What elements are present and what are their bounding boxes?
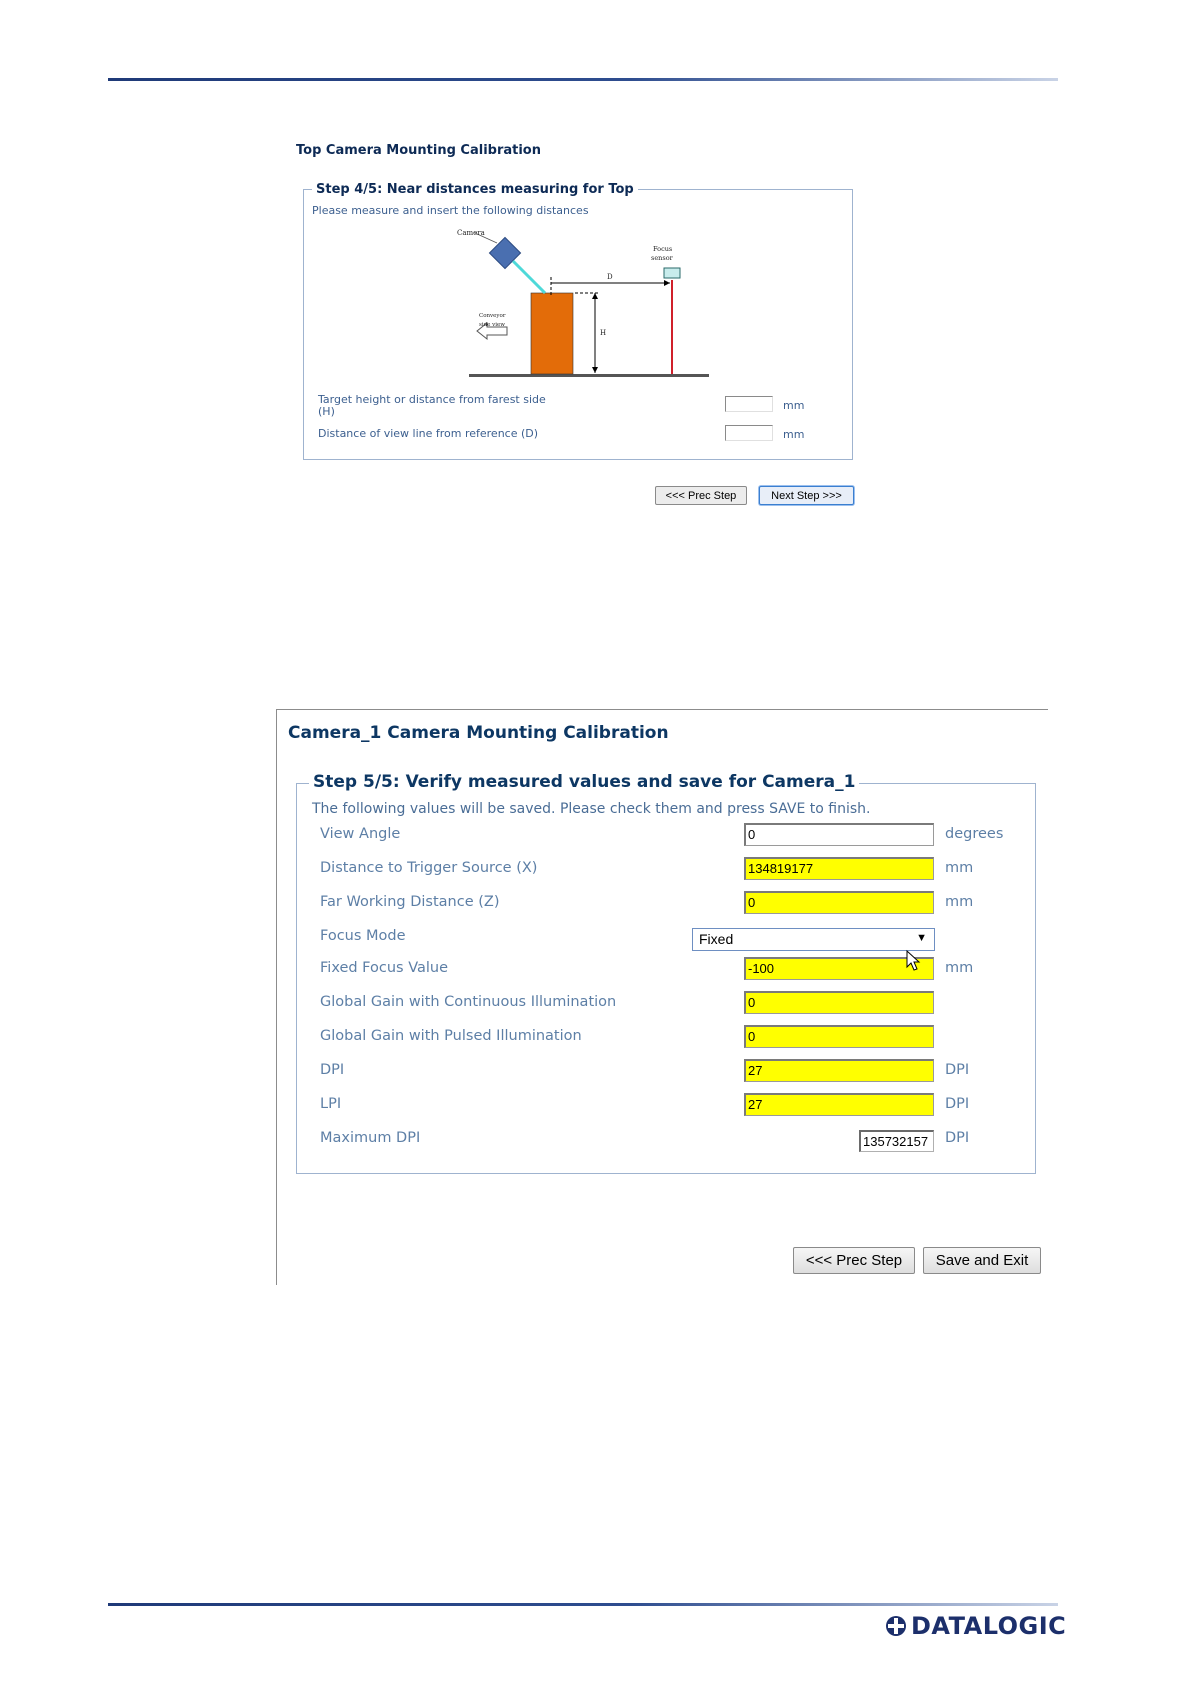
shot1-field-h-suffix: (H) (318, 405, 335, 418)
shot2-title: Camera_1 Camera Mounting Calibration (288, 723, 669, 743)
shot1-instructions: Please measure and insert the following distances (312, 204, 589, 217)
dropdown-arrow-icon[interactable]: ▼ (916, 932, 927, 944)
conveyor-text-1: Conveyor (479, 313, 506, 319)
datalogic-logo-icon (885, 1615, 907, 1637)
fixed-focus-input[interactable]: -100 (744, 957, 934, 980)
view-angle-unit: degrees (945, 826, 1004, 842)
far-working-distance-input[interactable]: 0 (744, 891, 934, 914)
target-height-input[interactable] (725, 396, 773, 412)
focus-text-1: Focus (653, 245, 673, 253)
camera-beam (513, 261, 545, 293)
focus-text-2: sensor (651, 254, 673, 262)
pulsed-gain-label: Global Gain with Pulsed Illumination (320, 1028, 582, 1044)
focus-mode-value: Fixed (699, 931, 734, 947)
shot1-field-h-label: Target height or distance from farest side (318, 393, 546, 406)
shot1-field-h-unit: mm (783, 399, 805, 412)
shot1-field-d-unit: mm (783, 428, 805, 441)
shot2-step-legend: Step 5/5: Verify measured values and save for Camera_1 (309, 772, 859, 792)
shot1-next-step-button[interactable]: Next Step >>> (759, 486, 854, 505)
shot2-instructions: The following values will be saved. Please check them and press SAVE to finish. (312, 801, 871, 817)
max-dpi-field: 135732157 (859, 1130, 934, 1152)
shot1-title: Top Camera Mounting Calibration (296, 143, 541, 158)
lpi-label: LPI (320, 1096, 342, 1112)
trigger-distance-unit: mm (945, 860, 974, 876)
shot2-prev-step-button[interactable]: <<< Prec Step (793, 1247, 915, 1274)
shot2-frame-left (276, 709, 277, 1285)
header-rule (108, 78, 1058, 81)
far-working-distance-unit: mm (945, 894, 974, 910)
logo-text: DATALOGIC (911, 1612, 1067, 1640)
shot1-field-d-label: Distance of view line from reference (D) (318, 427, 539, 440)
view-angle-input[interactable]: 0 (744, 823, 934, 846)
save-and-exit-button[interactable]: Save and Exit (923, 1247, 1041, 1274)
datalogic-logo (885, 1612, 1066, 1640)
lpi-input[interactable]: 27 (744, 1093, 934, 1116)
max-dpi-unit: DPI (945, 1130, 970, 1146)
conveyor-text-2: side view (479, 322, 505, 328)
focus-mode-select[interactable] (692, 928, 935, 951)
continuous-gain-input[interactable]: 0 (744, 991, 934, 1014)
mouse-cursor-icon (906, 950, 922, 972)
trigger-distance-input[interactable]: 134819177 (744, 857, 934, 880)
lpi-unit: DPI (945, 1096, 970, 1112)
d-text: D (607, 273, 613, 281)
far-working-distance-label: Far Working Distance (Z) (320, 894, 500, 910)
shot1-prev-step-button[interactable]: <<< Prec Step (655, 486, 747, 505)
fixed-focus-label: Fixed Focus Value (320, 960, 449, 976)
fixed-focus-unit: mm (945, 960, 974, 976)
focus-sensor-icon (664, 268, 680, 278)
mounting-diagram (457, 225, 715, 385)
shot2-frame-top (276, 709, 1048, 710)
pulsed-gain-input[interactable]: 0 (744, 1025, 934, 1048)
camera-text: Camera (457, 229, 485, 237)
footer-rule (108, 1603, 1058, 1606)
continuous-gain-label: Global Gain with Continuous Illumination (320, 994, 617, 1010)
focus-mode-label: Focus Mode (320, 928, 406, 944)
conveyor-floor (469, 374, 709, 377)
view-angle-label: View Angle (320, 826, 401, 842)
trigger-distance-label: Distance to Trigger Source (X) (320, 860, 538, 876)
dpi-unit: DPI (945, 1062, 970, 1078)
view-line-distance-input[interactable] (725, 425, 773, 441)
h-text: H (600, 329, 607, 337)
dpi-label: DPI (320, 1062, 345, 1078)
max-dpi-label: Maximum DPI (320, 1130, 421, 1146)
shot1-step-legend: Step 4/5: Near distances measuring for Top (312, 182, 638, 197)
dpi-input[interactable]: 27 (744, 1059, 934, 1082)
target-box (531, 293, 573, 374)
